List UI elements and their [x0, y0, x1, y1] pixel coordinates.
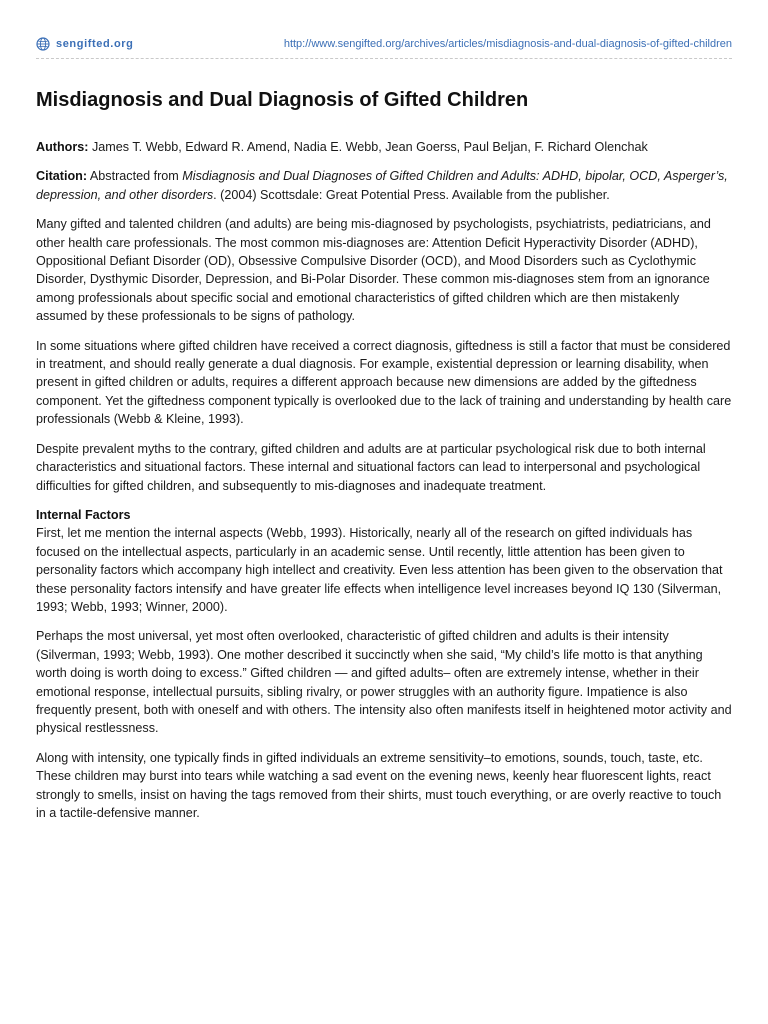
paragraph-3: Despite prevalent myths to the contrary, gifted children and adults are at particular psychological risk due to both internal characteristics and situational factors. These internal and situational factors can lead to interpersonal and psychological difficulties for gifted children, and subsequently to mis-diagnoses and inadequate treatment.: [36, 441, 706, 493]
header-divider: [36, 58, 732, 59]
authors-line: [36, 138, 732, 156]
article-url-link[interactable]: http://www.sengifted.org/archives/articles/misdiagnosis-and-dual-diagnosis-of-gifted-children: [283, 38, 732, 50]
site-name-link[interactable]: sengifted.org: [56, 38, 134, 50]
globe-icon: [36, 37, 50, 51]
citation-label: Citation:: [36, 169, 88, 184]
article-body: [36, 138, 732, 833]
section-heading-internal-factors: Internal Factors: [36, 507, 131, 522]
citation-prefix: Abstracted from: [89, 169, 179, 184]
citation-suffix: . (2004) Scottsdale: Great Potential Press. Available from the publisher.: [213, 187, 610, 202]
page-header: [36, 34, 732, 56]
authors-label: Authors:: [36, 140, 89, 154]
paragraph-1: Many gifted and talented children (and adults) are being mis-diagnosed by psychologists, psychiatrists, pediatricians, and other health care professionals. The most common mis-diagnoses are: Attention Deficit Hyperactivity Disorder (ADHD), Oppositional Defiant Disorder (OD), Obsessive Compulsive Disorder (OCD), and Mood Disorders such as Cyclothymic Disorder, Dysthymic Disorder, Depression, and Bi-Polar Disorder. These common mis-diagnoses stem from an ignorance among professionals about specific social and emotional characteristics of gifted children which are then mistakenly assumed by these professionals to be signs of pathology.: [36, 217, 711, 324]
site-branding[interactable]: [36, 34, 133, 54]
paragraph-2: In some situations where gifted children have received a correct diagnosis, giftedness is still a factor that must be considered in treatment, and should really generate a dual diagnosis. For example, existential depression or learning disability, when present in gifted children or adults, requires a different approach because new dimensions are added by the giftedness component. Yet the giftedness component typically is overlooked due to the lack of training and understanding by health care professionals (Webb & Kleine, 1993).: [36, 338, 732, 427]
citation-line: [36, 167, 732, 204]
internal-factors-block: [36, 506, 732, 616]
authors-list: James T. Webb, Edward R. Amend, Nadia E. Webb, Jean Goerss, Paul Beljan, F. Richard Olenchak: [91, 140, 648, 154]
article-title: Misdiagnosis and Dual Diagnosis of Gifted Children: [36, 89, 529, 111]
paragraph-6: Along with intensity, one typically finds in gifted individuals an extreme sensitivity–to emotions, sounds, touch, taste, etc. These children may burst into tears while watching a sad event on the evening news, keenly hear fluorescent lights, react strongly to smells, insist on having the tags removed from their shirts, must touch everything, or are overly reactive to touch in a tactile-defensive manner.: [36, 750, 722, 820]
citation-book-title: Misdiagnosis and Dual Diagnoses of Gifted Children and Adults: ADHD, bipolar, OCD, Asperger’s, depression, and other disorders: [36, 169, 728, 202]
page: [36, 0, 732, 1024]
paragraph-5: Perhaps the most universal, yet most often overlooked, characteristic of gifted children and adults is their intensity (Silverman, 1993; Webb, 1993). One mother described it succinctly when she said, “My child’s life motto is that anything worth doing is worth doing to excess.” Gifted children — and gifted adults– often are extremely intense, whether in their emotional response, intellectual pursuits, sibling rivalry, or power struggles with an authority figure. Impatience is also frequently present, both with oneself and with others. The intensity also often manifests itself in heightened motor activity and physical restlessness.: [36, 629, 732, 736]
paragraph-4: First, let me mention the internal aspects (Webb, 1993). Historically, nearly all of the research on gifted individuals has focused on the intellectual aspects, particularly in an academic sense. Until recently, little attention has been given to personality factors which accompany high intellect and creativity. Even less attention has been given to the observation that these personality factors intensify and have greater life effects when intelligence level increases beyond IQ 130 (Silverman, 1993; Webb, 1993; Winner, 2000).: [36, 526, 723, 614]
